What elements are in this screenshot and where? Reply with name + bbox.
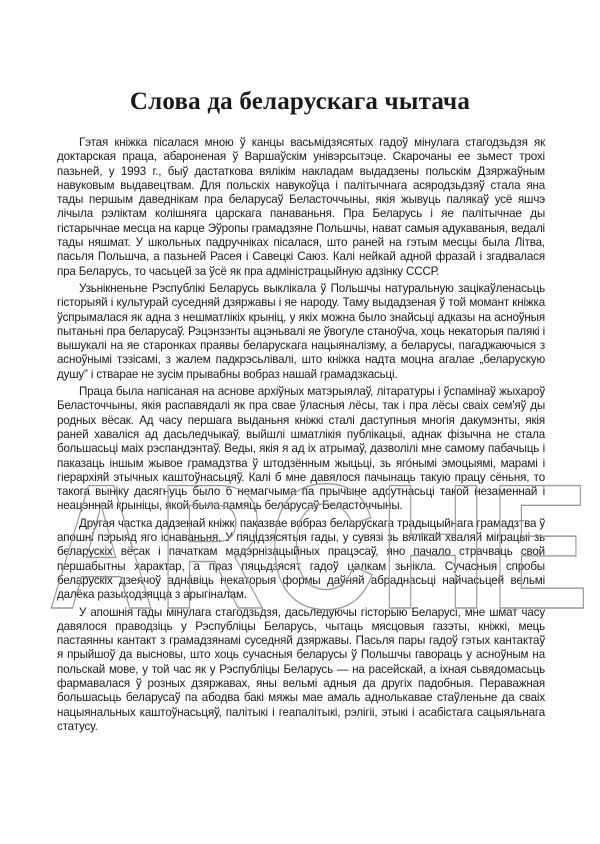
paragraph-3: Праца была напісаная на аснове архіўных матэрыялаў, літаратуры і ўспамінаў жыхароў Беласточчыны, якія распавядалі як пра свае ўласныя лёсы, так і пра лёсы сваіх сем'яў ды родных вёсак. Ад часу першага выданьня кніжкі сталі даступныя многія дакумэнты, якія раней хаваліся ад дасьледчыкаў, выйшлі шматлікія публікацыі, аднак фізычна не стала большасьці маіх рэспандэнтаў. Веды, якія я ад іх атрымаў, дазволілі мне самому пабачыць і паказаць іншым жывое грамадзтва ў штодзённым жыцьці, зь яго́нымі эмоцыямі, марамі і гіерархіяй этычных каштоўнасьцяў. Калі б мне давялося пачынаць такую працу сёньня, то такога выніку дасягнуць было б немагчыма па прычыне адсутнасьці такой незаменнай і неацэннай крыніцы, якой была памяць беларусаў Беласточчыны. bbox=[57, 385, 545, 513]
paragraph-1: Гэтая кніжка пісалася мною ў канцы васьмідзясятых гадоў мінулага стагодзьдзя як доктарская праца, абароненая ў Варшаўскім унівэрсытэце. Скарочаны ее зьмест трохі пазьней, у 1993 г., быў дастаткова вялікім накладам выдадзены польскім Дзяржаўным навуковым выдавецтвам. Для польскіх навукоўца і палітычнага асяродзьдзяў стала яна тады першым даведнікам пра беларусаў Беласточчыны, якія жывуць палякаў усё яшчэ лічыла рэліктам колішняга царскага панаваньня. Пра Беларусь і яе палітычнае ды гістарычнае месца на карце Эўропы грамадзяне Польшчы, нават самыя адукаваныя, ведалі тады няшмат. У школьных падручніках пісалася, што раней на гэтым месцы была Літва, пасьля Польшча, а пазьней Расея і Савецкі Саюз. Калі нейкай адной фразай і згадвалася пра Беларусь, то часьцей за ўсё як пра адміністрацыйную адзінку СССР. bbox=[57, 136, 545, 278]
paragraph-4: Другая частка дадзенай кніжкі паказвае вобраз беларускага традыцыйнага грамадзтва ў апошні пэрыяд яго існаваньня. У пяцідзясятыя гады, у сувязі зь вялікай хваляй міграцыі зь беларускіх вёсак і пачаткам мадэрнізацыйных працэсаў, яно пачало страчваць свой першабытны характар, а праз пяцьдзясят гадоў цалкам зьнікла. Сучасныя спробы беларускіх дзеячоў адна́віць некаторыя формы даўняй абраднасьці найчасьцей вельмі далёка разыходзяцца з арыгіналам. bbox=[57, 516, 545, 602]
paragraph-2: Узьнікненьне Рэспублікі Беларусь выклікала ў Польшчы натуральную зацікаўленасьць гісторыяй і культурай суседняй дзяржавы і яе народу. Таму выдадзеная ў той момант кніжка ўспрымалася як адна з нешматлікіх крыніц, у якіх можна было знайсьці адказы на асноўныя пытаньні пра беларусаў. Рэцэнзэнты ацэньвалі яе ўвогуле станоўча, хоць некаторыя палякі і вышукалі на яе старонках праявы беларускага нацыяналізму, а беларусы, пагаджаючыся з асноўнымі тэзісамі, з жалем падкрэсьлівалі, што кніжка надта моцна агалае „беларускую душу” і стварае не зусім прывабны вобраз нашай грамадзкасьці. bbox=[57, 281, 545, 381]
watermark-text: ARCHE bbox=[47, 470, 593, 620]
preface-body bbox=[57, 136, 545, 737]
page-title: Слова да беларускага чытача bbox=[129, 88, 471, 115]
paragraph-5: У апошнія гады мінулага стагодзьдзя, дасьледуючы гісторыю Беларусі, мне шмат часу давялося праводзіць у Рэспубліцы Беларусь, чытаць мясцовыя газэты, кніжкі, мець пастаянны кантакт з грамадзянамі суседняй дзяржавы. Пасьля пары гадоў гэтых кантактаў я прыйшоў да высновы, што хоць сучасныя беларусы ў Польшчы гавораць у асноўным на польскай мове, у той час як у Рэспубліцы Беларусь — на расейскай, а іхная сьвядомасьць фармавалася ў розных дзяржавах, яны вельмі адныя да другіх падобныя. Пераважная большасьць беларусаў па абодва бакі мяжы мае амаль аднолькавае стаўленьне да сваіх нацыянальных каштоўнасьцяў, палітыкі і геапалітыкі, рэлігіі, этыкі і асабістага сацыяльнага статусу. bbox=[57, 605, 545, 733]
